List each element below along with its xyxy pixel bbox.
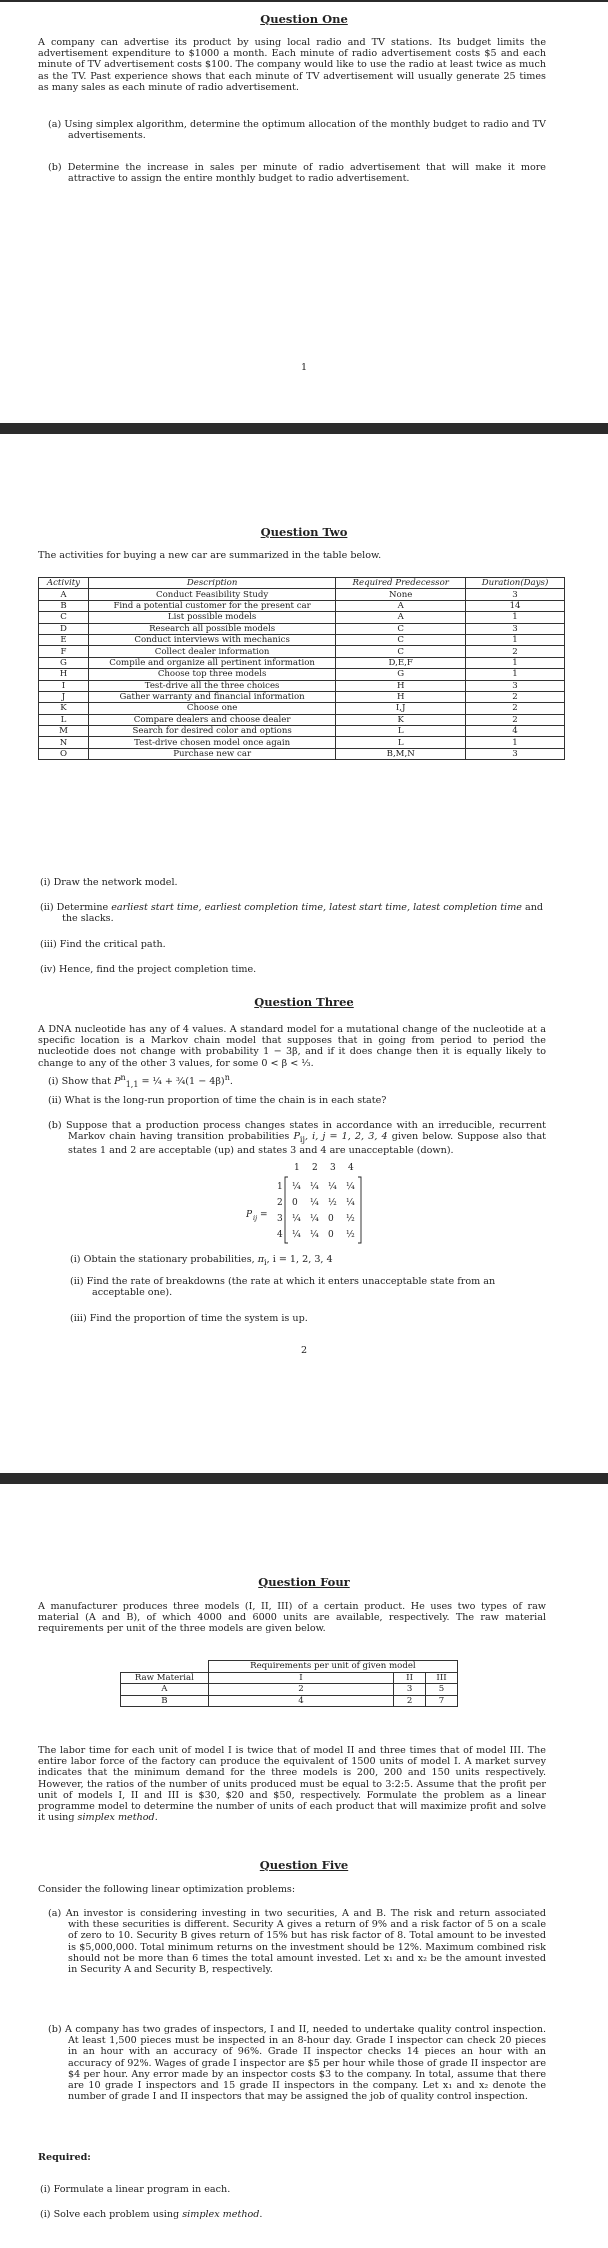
predecessor-cell: A [336, 612, 466, 623]
duration-cell: 1 [466, 634, 565, 645]
table-row [39, 714, 565, 725]
matrix-cell: ¼ [346, 1198, 355, 1208]
predecessor-cell: D,E,F [336, 657, 466, 668]
left-bracket [285, 1177, 288, 1243]
matrix-cell: ¼ [346, 1182, 355, 1192]
table-row [121, 1684, 458, 1696]
duration-cell: 3 [466, 680, 565, 691]
col-model-ii: II [394, 1672, 426, 1684]
top-rule [0, 0, 608, 2]
requirement-cell: 4 [208, 1695, 393, 1707]
predecessor-cell: H [336, 680, 466, 691]
activity-cell: L [39, 714, 89, 725]
description-cell: Compile and organize all pertinent information [88, 657, 335, 668]
requirement-cell: 5 [426, 1684, 458, 1696]
row-label: 1 [277, 1182, 283, 1192]
table-row [39, 657, 565, 668]
page-separator [0, 1473, 608, 1484]
question-three-intro: A DNA nucleotide has any of 4 values. A standard model for a mutational change of the nucleotide at a specific location is a Markov chain model that supposes that in going from period to period the nucleotide does not change with probability 1 − 3β, and if it does change then it is equally likely to change to any of the other 3 values, for some 0 < β < ⅓. [38, 1024, 546, 1069]
col-model-i: I [208, 1672, 393, 1684]
col-predecessor: Required Predecessor [336, 578, 466, 589]
table-row [39, 726, 565, 737]
page-2 [0, 435, 608, 1473]
question-four-intro: A manufacturer produces three models (I, II, III) of a certain product. He uses two types of raw material (A and B), of which 4000 and 6000 units are available, respectively. The raw material requirements per unit of the three models are given below. [38, 1601, 546, 1635]
col-description: Description [88, 578, 335, 589]
question-one-part-a: (a) Using simplex algorithm, determine the optimum allocation of the monthly budget to radio and TV advertisements. [48, 119, 546, 142]
description-cell: Find a potential customer for the present car [88, 600, 335, 611]
question-two-part-ii: (ii) Determine earliest start time, earliest completion time, latest start time, latest completion time and the slacks. [40, 902, 544, 925]
question-five-intro: Consider the following linear optimization problems: [38, 1884, 296, 1895]
matrix-cell: 0 [328, 1214, 334, 1224]
predecessor-cell: C [336, 623, 466, 634]
description-cell: Conduct interviews with mechanics [88, 634, 335, 645]
requirement-cell: 3 [394, 1684, 426, 1696]
duration-cell: 2 [466, 714, 565, 725]
duration-cell: 3 [466, 623, 565, 634]
raw-material-cell: B [121, 1695, 209, 1707]
question-one-part-b: (b) Determine the increase in sales per minute of radio advertisement that will make it more attractive to assign the entire monthly budget to radio advertisement. [48, 162, 546, 185]
question-two-part-i: (i) Draw the network model. [40, 877, 178, 888]
table-header-row [121, 1661, 458, 1673]
question-three-part-i: (i) Show that $P^n_{1,1}$ = ¼ + ¾(1 − 4β)$^n$. [48, 1073, 233, 1090]
duration-cell: 1 [466, 657, 565, 668]
description-cell: Collect dealer information [88, 646, 335, 657]
duration-cell: 1 [466, 669, 565, 680]
description-cell: Test-drive all the three choices [88, 680, 335, 691]
requirement-cell: 2 [208, 1684, 393, 1696]
activity-cell: E [39, 634, 89, 645]
table-row [39, 669, 565, 680]
table-header-row [39, 578, 565, 589]
question-one-intro: A company can advertise its product by using local radio and TV stations. Its budget limits the advertisement expenditure to $1000 a month. Each minute of radio advertisement costs $5 and each minute of TV advertisement costs $100. The company would like to use the radio at least twice as much as the TV. Past experience shows that each minute of TV advertisement will usually generate 25 times as many sales as each minute of radio advertisement. [38, 37, 546, 93]
duration-cell: 2 [466, 703, 565, 714]
col-label: 4 [348, 1163, 354, 1173]
group-header: Requirements per unit of given model [208, 1661, 457, 1673]
activity-cell: G [39, 657, 89, 668]
matrix-cell: ¼ [328, 1182, 337, 1192]
table-row [39, 680, 565, 691]
transition-matrix [246, 1161, 406, 1257]
question-five-part-b: (b) A company has two grades of inspectors, I and II, needed to undertake quality control inspection. At least 1,500 pieces must be inspected in an 8-hour day. Grade I inspector can check 20 pieces in an hour with an accuracy of 96%. Grade II inspector checks 14 pieces an hour with an accuracy of 92%. Wages of grade I inspector are $5 per hour while those of grade II inspector are $4 per hour. Any error made by an inspector costs $3 to the company. In total, assume that there are 10 grade I inspectors and 15 grade II inspectors in the company. Let x₁ and x₂ denote the number of grade I and II inspectors that may be assigned the job of quality control inspection. [48, 2024, 546, 2103]
activity-cell: I [39, 680, 89, 691]
predecessor-cell: G [336, 669, 466, 680]
required-label: Required: [38, 2152, 91, 2163]
duration-cell: 1 [466, 612, 565, 623]
row-label: 3 [277, 1214, 283, 1224]
duration-cell: 14 [466, 600, 565, 611]
activity-cell: K [39, 703, 89, 714]
row-label: 2 [277, 1198, 283, 1208]
predecessor-cell: None [336, 589, 466, 600]
table-row [39, 623, 565, 634]
required-part-i: (i) Formulate a linear program in each. [40, 2184, 231, 2195]
matrix-cell: 0 [328, 1230, 334, 1240]
description-cell: Search for desired color and options [88, 726, 335, 737]
duration-cell: 2 [466, 646, 565, 657]
table-row [39, 703, 565, 714]
col-label: 3 [330, 1163, 336, 1173]
question-three-b-part-ii: (ii) Find the rate of breakdowns (the rate at which it enters unacceptable state from an acceptable one). [70, 1276, 496, 1299]
question-one-title: Question One [260, 12, 348, 26]
activity-cell: F [39, 646, 89, 657]
question-three-b-part-i: (i) Obtain the stationary probabilities, $\pi_i$, i = 1, 2, 3, 4 [70, 1254, 333, 1267]
description-cell: Conduct Feasibility Study [88, 589, 335, 600]
col-raw-material: Raw Material [121, 1672, 209, 1684]
description-cell: Purchase new car [88, 748, 335, 759]
activity-cell: N [39, 737, 89, 748]
predecessor-cell: A [336, 600, 466, 611]
description-cell: Gather warranty and financial information [88, 691, 335, 702]
table-row [39, 748, 565, 759]
activities-table [38, 577, 565, 760]
col-label: 2 [312, 1163, 318, 1173]
question-five-part-a: (a) An investor is considering investing in two securities, A and B. The risk and return associated with these securities is different. Security A gives a return of 9% and a risk factor of 5 on a scale of zero to 10. Security B gives return of 15% but has risk factor of 8. Total amount to be invested is $5,000,000. Total minimum returns on the investment should be 12%. Maximum combined risk should not be more than 6 times the total amount invested. Let x₁ and x₂ be the amount invested in Security A and Security B, respectively. [48, 1908, 546, 1976]
table-header-row [121, 1672, 458, 1684]
table-row [121, 1695, 458, 1707]
question-two-part-iv: (iv) Hence, find the project completion time. [40, 964, 257, 975]
table-row [39, 589, 565, 600]
question-two-part-iii: (iii) Find the critical path. [40, 939, 166, 950]
question-two-intro: The activities for buying a new car are summarized in the table below. [38, 550, 382, 561]
page-number: 1 [300, 362, 308, 373]
row-label: 4 [277, 1230, 283, 1240]
predecessor-cell: L [336, 737, 466, 748]
col-duration: Duration(Days) [466, 578, 565, 589]
right-bracket [358, 1177, 361, 1243]
description-cell: Test-drive chosen model once again [88, 737, 335, 748]
table-row [39, 737, 565, 748]
activity-cell: O [39, 748, 89, 759]
duration-cell: 2 [466, 691, 565, 702]
required-part-ii: (i) Solve each problem using simplex method. [40, 2209, 263, 2220]
description-cell: Choose one [88, 703, 335, 714]
question-two-title: Question Two [260, 525, 348, 539]
description-cell: Research all possible models [88, 623, 335, 634]
table-row [39, 600, 565, 611]
predecessor-cell: B,M,N [336, 748, 466, 759]
requirement-cell: 2 [394, 1695, 426, 1707]
matrix-cell: ½ [346, 1214, 355, 1224]
question-three-part-ii: (ii) What is the long-run proportion of time the chain is in each state? [48, 1095, 387, 1106]
predecessor-cell: C [336, 646, 466, 657]
duration-cell: 4 [466, 726, 565, 737]
page-separator [0, 423, 608, 434]
description-cell: List possible models [88, 612, 335, 623]
activity-cell: A [39, 589, 89, 600]
matrix-cell: ½ [346, 1230, 355, 1240]
description-cell: Compare dealers and choose dealer [88, 714, 335, 725]
predecessor-cell: L [336, 726, 466, 737]
matrix-cell: 0 [292, 1198, 298, 1208]
predecessor-cell: C [336, 634, 466, 645]
question-three-title: Question Three [254, 995, 354, 1009]
matrix-cell: ¼ [310, 1230, 319, 1240]
predecessor-cell: K [336, 714, 466, 725]
question-three-part-b: (b) Suppose that a production process changes states in accordance with an irreducible, recurrent Markov chain having transition probabilities $P_{ij}$, i, j = 1, 2, 3, 4 given below. Suppose also that states 1 and 2 are acceptable (up) and states 3 and 4 are unacceptable (down). [48, 1120, 547, 1157]
question-four-title: Question Four [258, 1575, 350, 1589]
description-cell: Choose top three models [88, 669, 335, 680]
page-3 [0, 1484, 608, 2248]
requirements-table [120, 1660, 458, 1707]
requirement-cell: 7 [426, 1695, 458, 1707]
activity-cell: M [39, 726, 89, 737]
matrix-cell: ¼ [292, 1214, 301, 1224]
matrix-cell: ½ [328, 1198, 337, 1208]
duration-cell: 1 [466, 737, 565, 748]
activity-cell: J [39, 691, 89, 702]
matrix-cell: ¼ [310, 1182, 319, 1192]
matrix-eq: = [260, 1210, 268, 1220]
predecessor-cell: I,J [336, 703, 466, 714]
table-row [39, 634, 565, 645]
activity-cell: B [39, 600, 89, 611]
activity-cell: C [39, 612, 89, 623]
question-four-body: The labor time for each unit of model I is twice that of model II and three times that of model III. The entire labor force of the factory can produce the equivalent of 1500 units of model I. A market survey indicates that the minimum demand for the three models is 200, 200 and 150 units respectively. However, the ratios of the number of units produced must be equal to 3:2:5. Assume that the profit per unit of models I, II and III is $30, $20 and $50, respectively. Formulate the problem as a linear programme model to determine the number of units of each product that will maximize profit and solve it using simplex method. [38, 1745, 546, 1824]
raw-material-cell: A [121, 1684, 209, 1696]
predecessor-cell: H [336, 691, 466, 702]
col-activity: Activity [39, 578, 89, 589]
activity-cell: D [39, 623, 89, 634]
matrix-label-sub: ij [253, 1214, 258, 1222]
table-row [39, 612, 565, 623]
matrix-cell: ¼ [310, 1198, 319, 1208]
col-model-iii: III [426, 1672, 458, 1684]
page-number: 2 [300, 1345, 308, 1356]
question-three-b-part-iii: (iii) Find the proportion of time the system is up. [70, 1313, 308, 1324]
matrix-label: P [246, 1210, 253, 1220]
table-row [39, 691, 565, 702]
duration-cell: 3 [466, 589, 565, 600]
question-five-title: Question Five [259, 1858, 349, 1872]
matrix-cell: ¼ [292, 1182, 301, 1192]
activity-cell: H [39, 669, 89, 680]
col-label: 1 [294, 1163, 300, 1173]
table-row [39, 646, 565, 657]
page-1 [0, 0, 608, 423]
matrix-cell: ¼ [292, 1230, 301, 1240]
duration-cell: 3 [466, 748, 565, 759]
matrix-cell: ¼ [310, 1214, 319, 1224]
